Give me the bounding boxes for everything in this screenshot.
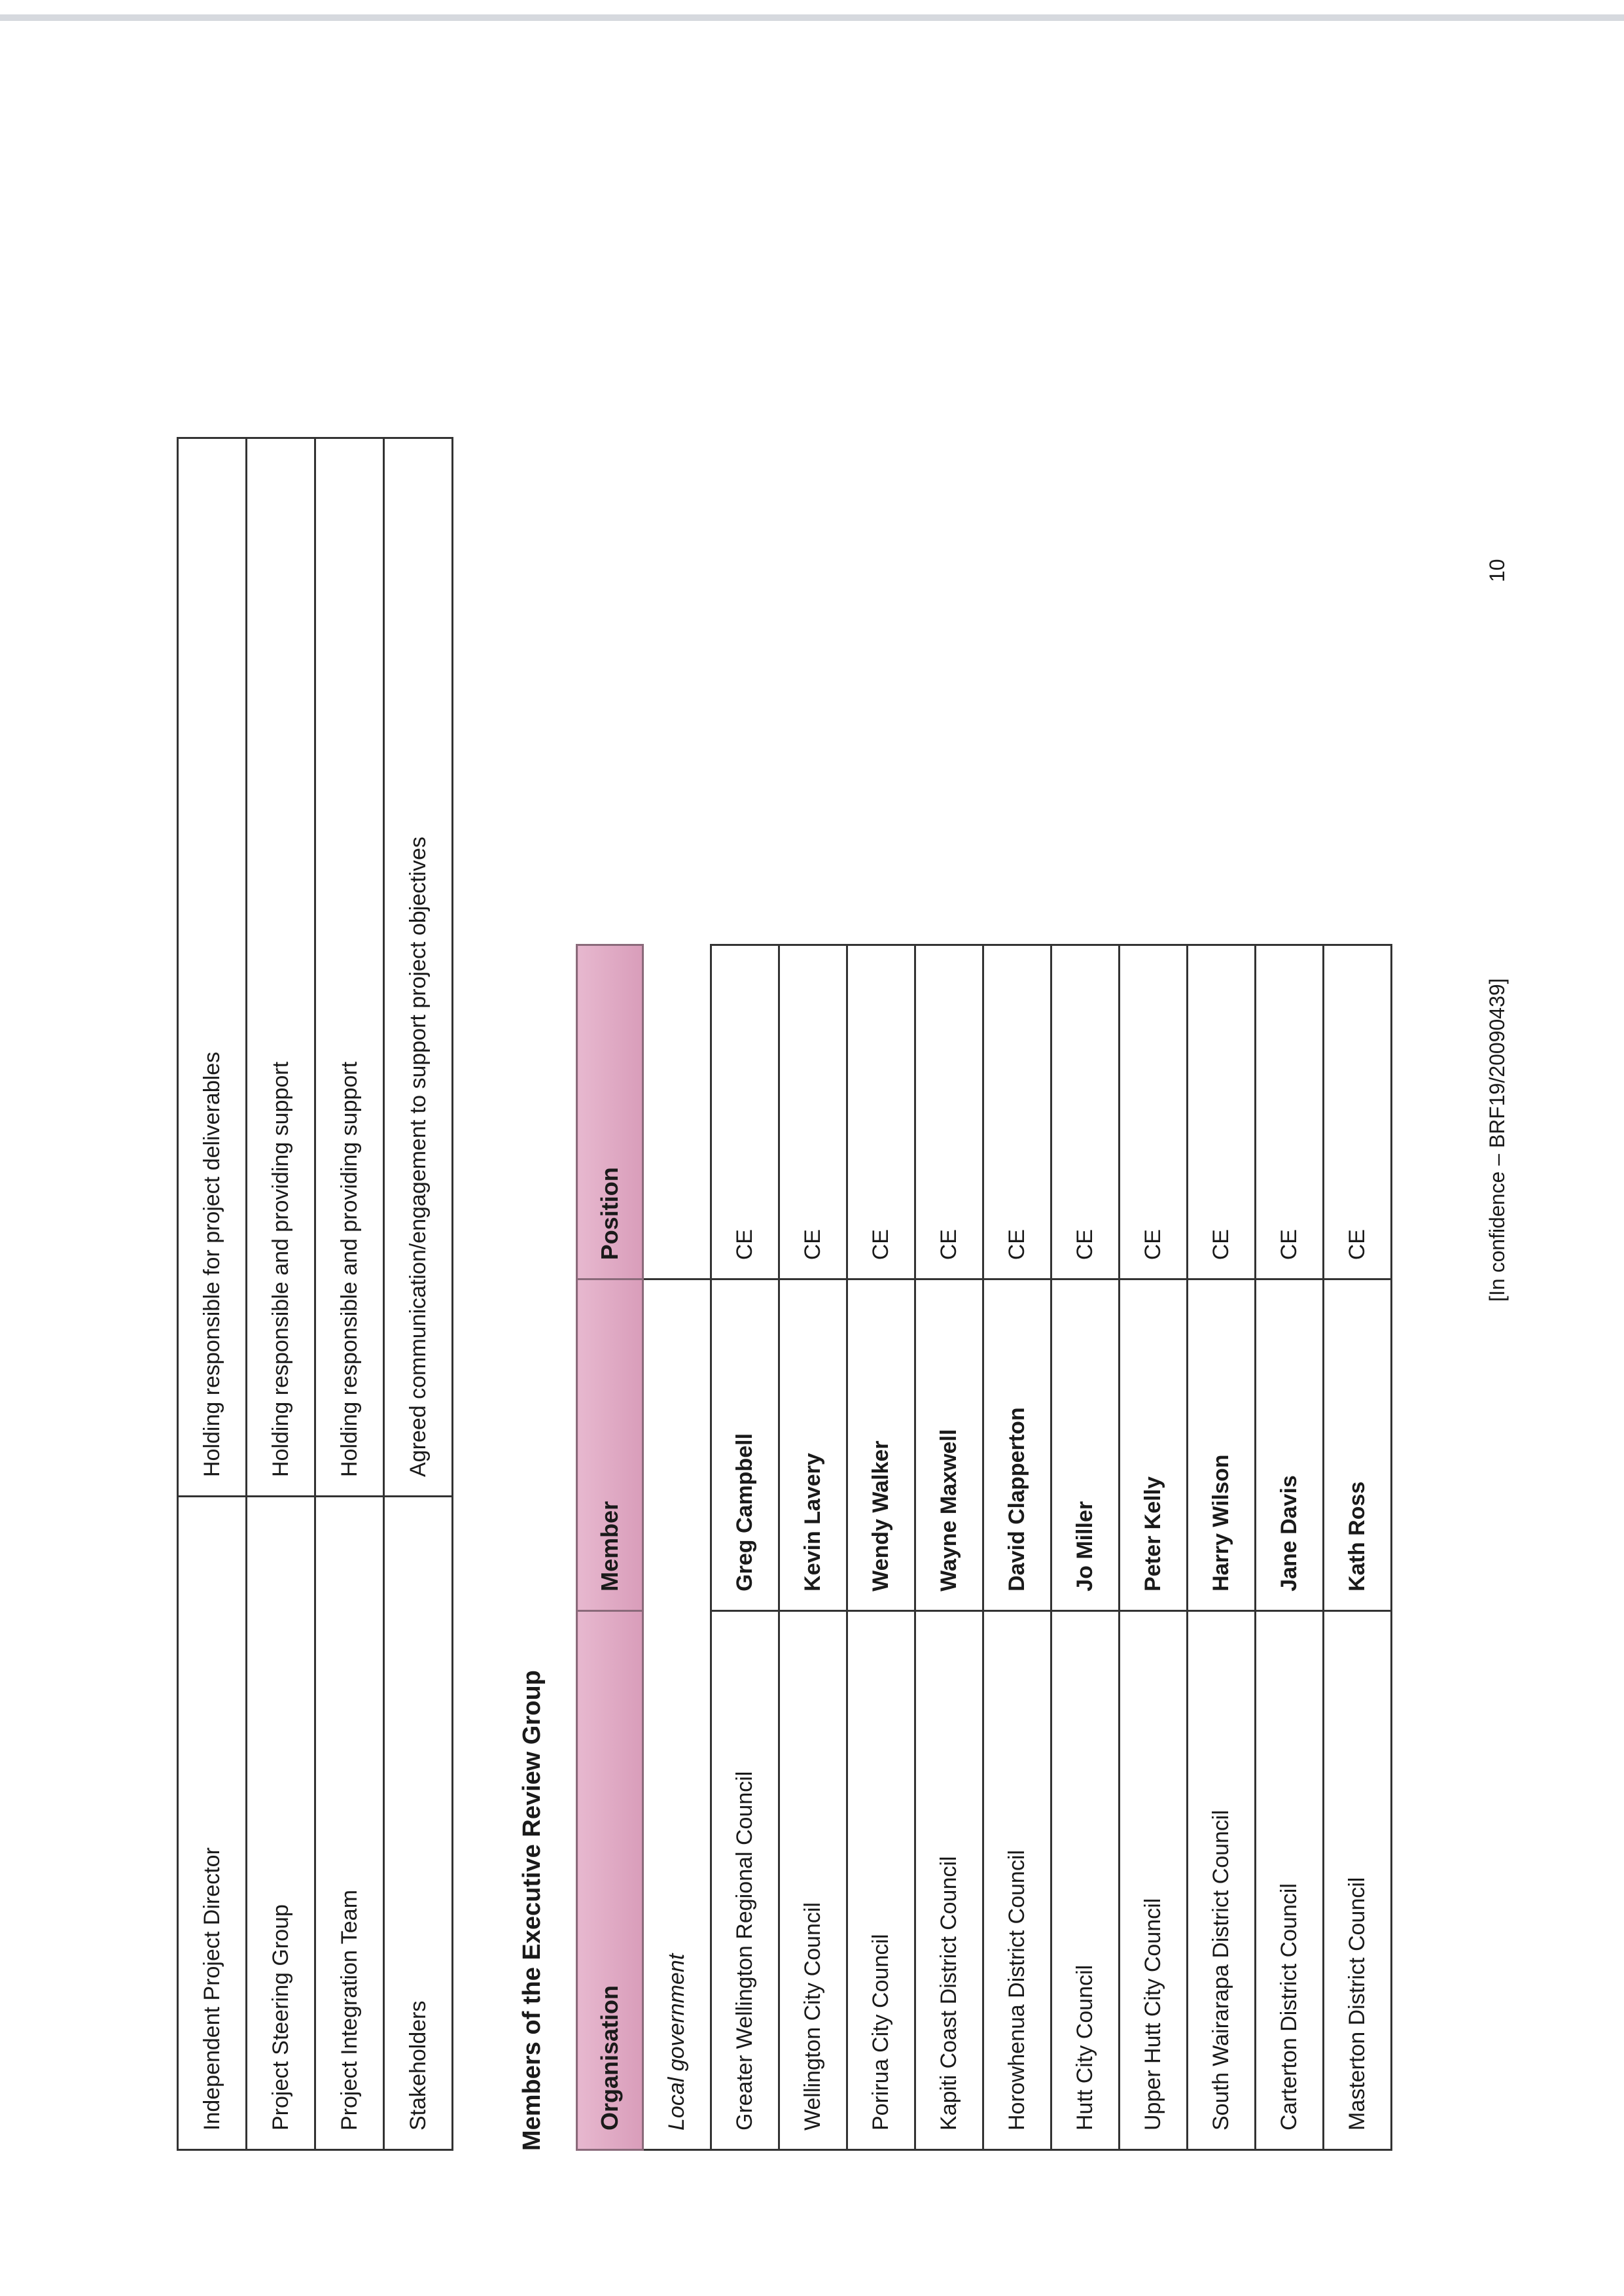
member-cell: Jane Davis <box>1256 1279 1324 1611</box>
role-description-cell: Holding responsible for project deliverables <box>178 438 247 1497</box>
roles-row <box>247 438 315 2150</box>
role-description-cell: Holding responsible and providing support <box>315 438 384 1497</box>
member-row <box>1188 945 1256 2150</box>
roles-row <box>178 438 247 2150</box>
organisation-cell: Horowhenua District Council <box>983 1610 1051 2149</box>
group-label: Local government <box>643 1279 711 2150</box>
role-cell: Project Steering Group <box>247 1497 315 2150</box>
roles-row <box>384 438 453 2150</box>
header-member: Member <box>577 1279 643 1611</box>
member-row <box>915 945 983 2150</box>
group-row <box>643 945 711 2150</box>
position-cell: CE <box>915 945 983 1279</box>
member-row <box>1256 945 1324 2150</box>
position-cell: CE <box>983 945 1051 1279</box>
member-cell: Wayne Maxwell <box>915 1279 983 1611</box>
roles-row <box>315 438 384 2150</box>
position-cell: CE <box>1324 945 1392 1279</box>
member-row <box>779 945 847 2150</box>
member-cell: Kevin Lavery <box>779 1279 847 1611</box>
member-row <box>1051 945 1120 2150</box>
organisation-cell: Wellington City Council <box>779 1610 847 2149</box>
organisation-cell: Carterton District Council <box>1256 1610 1324 2149</box>
header-position: Position <box>577 945 643 1279</box>
role-cell: Stakeholders <box>384 1497 453 2150</box>
role-cell: Independent Project Director <box>178 1497 247 2150</box>
position-cell: CE <box>1256 945 1324 1279</box>
organisation-cell: Hutt City Council <box>1051 1610 1120 2149</box>
member-cell: David Clapperton <box>983 1279 1051 1611</box>
position-cell: CE <box>1051 945 1120 1279</box>
member-cell: Greg Campbell <box>711 1279 779 1611</box>
member-cell: Peter Kelly <box>1120 1279 1188 1611</box>
member-cell: Jo Miller <box>1051 1279 1120 1611</box>
position-cell: CE <box>1120 945 1188 1279</box>
organisation-cell: Masterton District Council <box>1324 1610 1392 2149</box>
organisation-cell: Kapiti Coast District Council <box>915 1610 983 2149</box>
position-cell: CE <box>1188 945 1256 1279</box>
member-row <box>1120 945 1188 2150</box>
confidentiality-footer: [In confidence – BRF19/20090439] <box>1485 978 1509 1302</box>
member-row <box>983 945 1051 2150</box>
section-title: Members of the Executive Review Group <box>518 1670 546 2151</box>
members-table <box>576 944 1392 2151</box>
organisation-cell: Upper Hutt City Council <box>1120 1610 1188 2149</box>
position-cell: CE <box>711 945 779 1279</box>
member-cell: Wendy Walker <box>847 1279 915 1611</box>
member-row <box>847 945 915 2150</box>
page-number: 10 <box>1485 559 1509 582</box>
position-cell: CE <box>847 945 915 1279</box>
roles-table <box>177 437 453 2151</box>
organisation-cell: Greater Wellington Regional Council <box>711 1610 779 2149</box>
member-row <box>711 945 779 2150</box>
role-description-cell: Agreed communication/engagement to support project objectives <box>384 438 453 1497</box>
position-cell: CE <box>779 945 847 1279</box>
member-cell: Harry Wilson <box>1188 1279 1256 1611</box>
member-cell: Kath Ross <box>1324 1279 1392 1611</box>
organisation-cell: Porirua City Council <box>847 1610 915 2149</box>
group-blank-cell <box>643 945 711 1279</box>
organisation-cell: South Wairarapa District Council <box>1188 1610 1256 2149</box>
header-organisation: Organisation <box>577 1610 643 2149</box>
role-cell: Project Integration Team <box>315 1497 384 2150</box>
members-header-row <box>577 945 643 2150</box>
member-row <box>1324 945 1392 2150</box>
role-description-cell: Holding responsible and providing support <box>247 438 315 1497</box>
